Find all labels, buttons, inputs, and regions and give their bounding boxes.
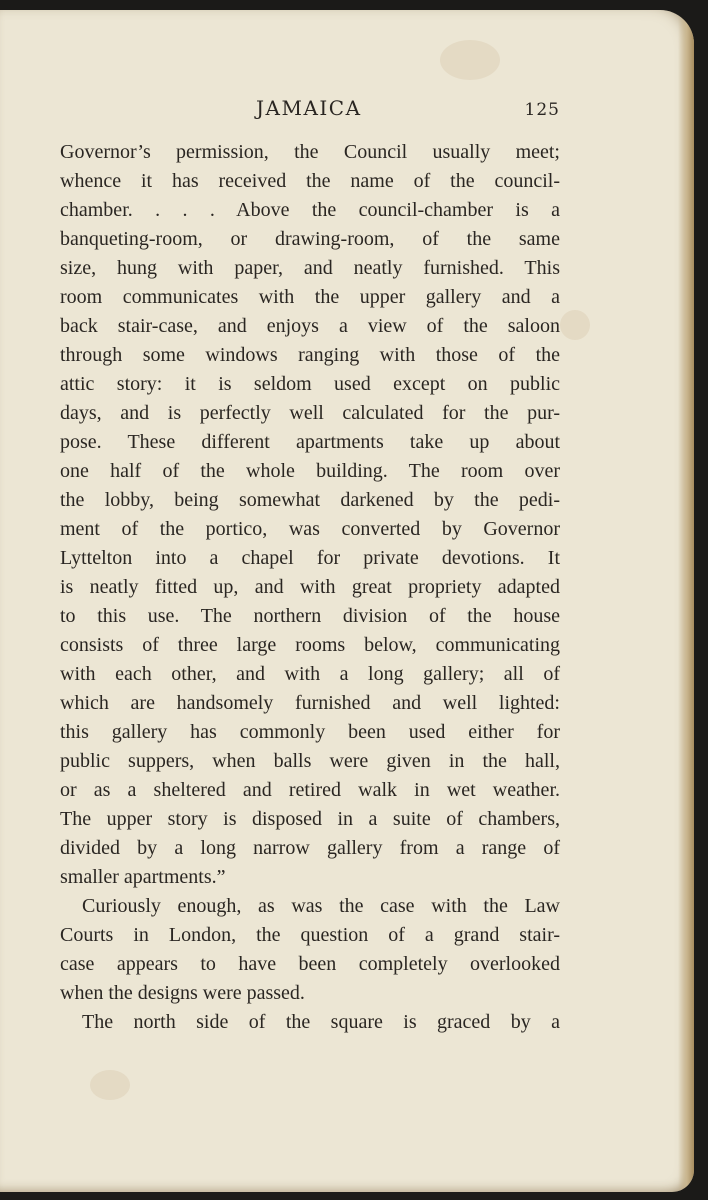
text-line: smaller apartments.” — [60, 866, 226, 888]
text-line: days, and is perfectly well calculated for the pur- — [60, 402, 560, 424]
text-line: or as a sheltered and retired walk in wet weather. — [60, 779, 560, 801]
paper-stain — [560, 310, 590, 340]
text-line: Courts in London, the question of a grand stair- — [60, 924, 560, 946]
text-line: back stair-case, and enjoys a view of the saloon — [60, 315, 560, 337]
text-line: divided by a long narrow gallery from a range of — [60, 837, 560, 859]
text-line: Lyttelton into a chapel for private devotions. It — [60, 547, 560, 569]
paper-stain — [440, 40, 500, 80]
text-line: one half of the whole building. The room over — [60, 460, 560, 482]
text-line: whence it has received the name of the council- — [60, 170, 560, 192]
running-head: JAMAICA — [256, 96, 362, 120]
page-number: 125 — [524, 100, 560, 120]
text-line: with each other, and with a long gallery; all of — [60, 663, 560, 685]
text-line: The upper story is disposed in a suite of chambers, — [60, 808, 560, 830]
text-line: consists of three large rooms below, communicating — [60, 634, 560, 656]
text-line: through some windows ranging with those of the — [60, 344, 560, 366]
text-line: ment of the portico, was converted by Governor — [60, 518, 560, 540]
paper-stain — [90, 1070, 130, 1100]
text-line: chamber. . . . Above the council-chamber is a — [60, 199, 560, 221]
page-edge-shadow — [678, 10, 694, 1192]
text-line: this gallery has commonly been used either for — [60, 721, 560, 743]
text-line: Curiously enough, as was the case with the Law — [82, 895, 560, 917]
book-page — [0, 10, 694, 1192]
text-line: size, hung with paper, and neatly furnished. This — [60, 257, 560, 279]
text-line: attic story: it is seldom used except on public — [60, 373, 560, 395]
text-line: banqueting-room, or drawing-room, of the same — [60, 228, 560, 250]
text-line: room communicates with the upper gallery and a — [60, 286, 560, 308]
text-line: the lobby, being somewhat darkened by the pedi- — [60, 489, 560, 511]
text-line: pose. These different apartments take up about — [60, 431, 560, 453]
text-line: when the designs were passed. — [60, 982, 305, 1004]
text-line: Governor’s permission, the Council usually meet; — [60, 141, 560, 163]
text-line: case appears to have been completely overlooked — [60, 953, 560, 975]
text-line: to this use. The northern division of the house — [60, 605, 560, 627]
text-line: which are handsomely furnished and well lighted: — [60, 692, 560, 714]
text-line: The north side of the square is graced by a — [82, 1011, 560, 1033]
text-line: public suppers, when balls were given in the hall, — [60, 750, 560, 772]
page-header — [60, 88, 560, 128]
body-text — [60, 138, 560, 1037]
text-line: is neatly fitted up, and with great propriety adapted — [60, 576, 560, 598]
